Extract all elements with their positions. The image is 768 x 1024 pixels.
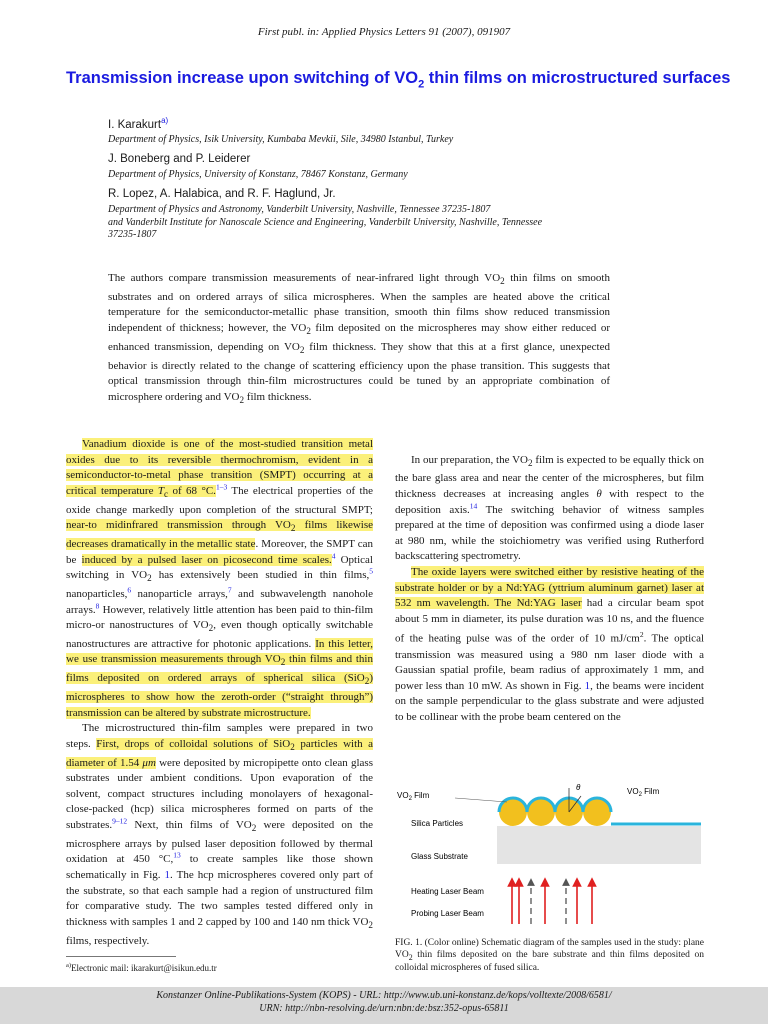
affiliation-konstanz: Department of Physics, University of Konstanz, 78467 Konstanz, Germany — [108, 169, 408, 180]
footnote: $^{a)}$Electronic mail: ikarakurt@isikun.edu.tr — [66, 962, 217, 973]
preparation-paragraph: In our preparation, the $VO_2$ film is expected to be equally thick on the bare glass area and near the center of the microspheres, but film thickness decreases at increasing angles θ with respect to the deposition axis.$^{14}$ The switching behavior of witness samples prepared at the time of deposition was confirmed using a diode laser at 980 nm, while the stoichiometry was verified using Rutherford backscattering spectrometry. — [395, 453, 704, 563]
probing-laser-beams — [531, 882, 566, 924]
left-column — [66, 437, 373, 949]
kops-footer — [0, 987, 768, 1024]
kops-urn[interactable]: URN: http://nbn-resolving.de/urn:nbn:de:bsz:352-opus-65811 — [259, 1002, 509, 1014]
glass-substrate-label: Glass Substrate — [411, 852, 468, 861]
kops-url[interactable]: Konstanzer Online-Publikations-System (KOPS) - URL: http://www.ub.uni-konstanz.de/kops/volltexte/2008/6581/ — [156, 990, 612, 1001]
figure-1-caption: FIG. 1. (Color online) Schematic diagram of the samples used in the study: plane $VO_2$ thin films deposited on the bare substrate and thin films deposited on colloidal microspheres of fused silica. — [395, 938, 704, 973]
author-karakurt: I. Karakurt$^{a)}$ — [108, 116, 169, 131]
vo2-film-label-right: $VO_2$ Film — [627, 787, 660, 798]
fig1-link[interactable]: 1 — [164, 868, 171, 881]
right-column — [395, 437, 704, 726]
probing-laser-label: Probing Laser Beam — [411, 909, 484, 918]
paper-title: Transmission increase upon switching of $VO_2$ thin films on microstructured surfaces — [66, 69, 731, 91]
affiliation-vanderbilt: Department of Physics and Astronomy, Vanderbilt University, Nashville, Tennessee 37235-1807 and Vanderbilt Institute for Nanoscale Science and Engineering, Vanderbilt University, Nashville, Tennessee 37235-1807 — [108, 204, 543, 240]
switching-paragraph: The oxide layers were switched either by resistive heating of the substrate holder or by a Nd:YAG (yttrium aluminum garnet) laser at 532 nm wavelength. The Nd:YAG laser had a circular beam spot about 5 mm in diameter, its pulse duration was 10 ns, and the fluence of the heating pulse was of the order of 10 $mJ/cm^2$. The optical transmission was measured using a 980 nm laser diode with a Gaussian spatial profile, beam radius of approximately 1 mm, and power less than 10 mW. As shown in Fig. 1, the beams were incident on the sample perpendicular to the glass substrate and were adjusted to be collinear with the probe beam centered on the — [395, 565, 705, 723]
heating-laser-label: Heating Laser Beam — [411, 887, 484, 896]
author-lopez-halabica-haglund: R. Lopez, A. Halabica, and R. F. Haglund, Jr. — [108, 188, 336, 200]
silica-particles-label: Silica Particles — [411, 819, 464, 828]
theta-label: θ — [576, 783, 581, 792]
author-boneberg-leiderer: J. Boneberg and P. Leiderer — [108, 153, 251, 165]
affiliation-isik: Department of Physics, Isik University, Kumbaba Mevkii, Sile, 34980 Istanbul, Turkey — [108, 134, 454, 145]
samples-paragraph: The microstructured thin-film samples were prepared in two steps. First, drops of colloidal solutions of SiO$_2$ particles with a diameter of 1.54 μm were deposited by micropipette onto clean glass substrates under ambient conditions. Upon evaporation of the solvent, compact structures including monolayers of hexagonal-close-packed (hcp) silica microspheres formed on parts of the substrates.$^{9-12}$ Next, thin films of $VO_2$ were deposited on the microsphere arrays by pulsed laser deposition followed by thermal oxidation at 450 °C,$^{13}$ to create samples like those shown schematically in Fig. 1. The hcp microspheres covered only part of the substrate, so that each sample had a region of unstructured film for comparative study. The two samples tested differed only in thickness with samples 1 and 2 capped by 100 and 140 nm thick $VO_2$ films, respectively. — [66, 722, 374, 947]
vo2-film-label-left: $VO_2$ Film — [397, 791, 430, 802]
vo2-leader-line — [455, 798, 507, 802]
figure-1-schematic — [395, 770, 704, 935]
glass-substrate-rect — [497, 826, 701, 864]
publication-header: First publ. in: Applied Physics Letters 91 (2007), 091907 — [257, 26, 511, 38]
intro-paragraph: Vanadium dioxide is one of the most-studied transition metal oxides due to its reversible thermochromism, evident in a semiconductor-to-metal phase transition (SMPT) occurring at a critical temperature $T_c$ of 68 °C.$^{1-3}$ The electrical properties of the oxide change markedly upon completion of the structural SMPT; near-to midinfrared transmission through $VO_2$ films likewise decreases dramatically in the metallic state. Moreover, the SMPT can be induced by a pulsed laser on picosecond time scales.$^4$ Optical switching in $VO_2$ has extensively been studied in thin films,$^5$ nanoparticles,$^6$ nanoparticle arrays,$^7$ and subwavelength nanohole arrays.$^8$ However, relatively little attention has been paid to thin-film micro-or nanostructures of $VO_2$, even though optically switchable nanostructures are attractive for photonic applications. In this letter, we use transmission measurements through $VO_2$ thin films and thin films deposited on ordered arrays of spherical silica (SiO$_2$) microspheres to show how the zeroth-order (“straight through”) transmission can be altered by substrate microstructure. — [66, 438, 374, 719]
heating-laser-beams — [512, 882, 592, 924]
footnote-rule — [66, 956, 176, 957]
abstract: The authors compare transmission measurements of near-infrared light through $VO_2$ thin films on smooth substrates and on ordered arrays of silica microspheres. When the samples are heated above the critical temperature for the semiconductor-metallic phase transition, smooth thin films show reduced transmission independent of thickness; however, the $VO_2$ film deposited on the microspheres may show either reduced or enhanced transmission, depending on $VO_2$ film thickness. They show that this at a first glance, unexpected behavior is directly related to the change of scattering efficiency upon the phase transition. This suggests that optical transmission through thin-film microstructures could be tuned by an appropriate combination of microsphere ordering and $VO_2$ film thickness. — [108, 272, 610, 405]
fig1-link[interactable]: 1 — [584, 679, 591, 692]
